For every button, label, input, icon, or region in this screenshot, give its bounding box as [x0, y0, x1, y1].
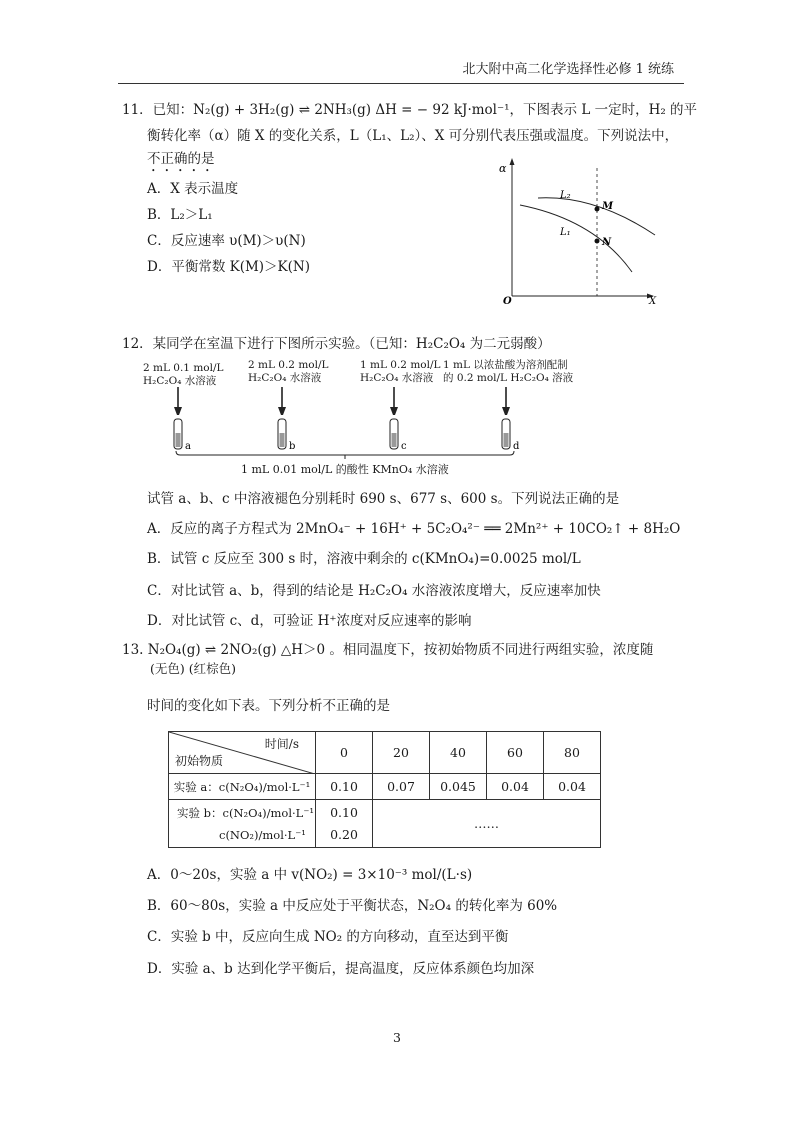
tube-b-reagent-line1: 2 mL 0.2 mol/L	[248, 359, 329, 371]
time-header: 80	[544, 732, 601, 774]
y-axis-label: α	[499, 162, 507, 175]
q11-line1: 11．已知：N₂(g) + 3H₂(g) ⇌ 2NH₃(g) ΔH = − 92 kJ·mol⁻¹，下图表示 L 一定时，H₂ 的平	[122, 102, 698, 118]
tube-c-label: c	[401, 441, 407, 452]
label-l2: L₂	[560, 190, 571, 201]
row-b-value2: 0.20	[330, 826, 358, 842]
row-a-label: 实验 a：c(N₂O₄)/mol·L⁻¹	[169, 774, 316, 800]
tube-c-reagent-line1: 1 mL 0.2 mol/L	[360, 359, 441, 371]
tube-c-reagent	[360, 359, 440, 385]
q13-option-d: D．实验 a、b 达到化学平衡后，提高温度，反应体系颜色均加深	[147, 961, 535, 977]
label-n: N	[602, 237, 612, 248]
tube-d-reagent-line1: 1 mL 以浓盐酸为溶剂配制	[443, 359, 568, 371]
corner-bottom: 初始物质	[175, 754, 224, 768]
row-a-value: 0.04	[544, 774, 601, 800]
origin-label: O	[503, 296, 512, 307]
time-header: 40	[430, 732, 487, 774]
row-a-value: 0.04	[487, 774, 544, 800]
tube-b-icon	[278, 387, 286, 449]
tube-d-icon	[502, 387, 510, 449]
tube-a-reagent-line2: H₂C₂O₄ 水溶液	[143, 375, 217, 387]
q11-line3	[147, 150, 215, 175]
q13-table	[168, 731, 601, 848]
q13-option-a: A．0～20s，实验 a 中 v(NO₂) = 3×10⁻³ mol/(L·s)	[147, 867, 473, 883]
q13-line1: 13. N₂O₄(g) ⇌ 2NO₂(g) △H＞0 。相同温度下，按初始物质不同进行两组实验，浓度随	[122, 642, 654, 658]
point-n	[595, 239, 600, 244]
page-number: 3	[393, 1030, 401, 1045]
row-b-values	[316, 800, 373, 848]
label-m: M	[602, 201, 614, 212]
tube-b-reagent	[248, 359, 328, 385]
x-axis-label: X	[649, 296, 657, 307]
tube-a-label: a	[185, 441, 191, 452]
y-axis-arrow-icon	[510, 158, 515, 165]
q11-option-a: A．X 表示温度	[147, 181, 239, 197]
tube-d-reagent	[443, 359, 573, 385]
q13-option-c: C．实验 b 中，反应向生成 NO₂ 的方向移动，直至达到平衡	[147, 929, 509, 945]
q13-colors: (无色) (红棕色)	[150, 661, 236, 676]
common-brace	[176, 451, 514, 455]
time-header: 20	[373, 732, 430, 774]
q13-option-b: B．60～80s，实验 a 中反应处于平衡状态，N₂O₄ 的转化率为 60%	[147, 898, 558, 914]
q11-option-b: B．L₂＞L₁	[147, 207, 213, 223]
tube-c-reagent-line2: H₂C₂O₄ 水溶液	[360, 372, 434, 384]
row-b-label1: 实验 b：c(N₂O₄)/mol·L⁻¹	[177, 805, 314, 820]
header-rule	[118, 83, 684, 84]
curve-l2	[538, 198, 655, 235]
row-a-value: 0.045	[430, 774, 487, 800]
time-header: 0	[316, 732, 373, 774]
time-header: 60	[487, 732, 544, 774]
row-a-value: 0.07	[373, 774, 430, 800]
row-a-value: 0.10	[316, 774, 373, 800]
point-m	[595, 207, 600, 212]
row-b-value1: 0.10	[330, 804, 358, 820]
curve-l1	[520, 205, 632, 272]
q11-option-d: D．平衡常数 K(M)＞K(N)	[147, 259, 310, 275]
tube-b-label: b	[289, 441, 296, 452]
q12-option-c: C．对比试管 a、b，得到的结论是 H₂C₂O₄ 水溶液浓度增大，反应速率加快	[147, 583, 601, 599]
tube-b-reagent-line2: H₂C₂O₄ 水溶液	[248, 372, 322, 384]
q11-emphasis: 不正确的是	[147, 151, 215, 167]
row-b-rest: ……	[373, 800, 601, 848]
q13-line2	[147, 697, 390, 715]
tube-d-label: d	[513, 441, 520, 452]
q11-line2: 衡转化率（α）随 X 的变化关系，L（L₁、L₂）、X 可分别代表压强或温度。下列说法中，	[147, 128, 679, 144]
tube-a-reagent-line1: 2 mL 0.1 mol/L	[143, 362, 224, 374]
tube-c-icon	[390, 387, 398, 449]
table-corner	[169, 732, 316, 774]
corner-top: 时间/s	[264, 737, 299, 751]
q13-line2-text: 时间的变化如下表。下列分析不正确的是	[147, 698, 390, 714]
q12-option-d: D．对比试管 c、d，可验证 H⁺浓度对反应速率的影响	[147, 613, 472, 629]
q12-times: 试管 a、b、c 中溶液褪色分别耗时 690 s、677 s、600 s。下列说法正确的是	[147, 491, 620, 507]
q12-option-b: B．试管 c 反应至 300 s 时，溶液中剩余的 c(KMnO₄)=0.0025 mol/L	[147, 551, 581, 567]
q12-stem: 12．某同学在室温下进行下图所示实验。（已知：H₂C₂O₄ 为二元弱酸）	[122, 336, 551, 352]
q11-graph	[490, 150, 670, 310]
tube-a-icon	[174, 387, 182, 449]
row-b-label2: c(NO₂)/mol·L⁻¹	[219, 827, 306, 842]
common-reagent: 1 mL 0.01 mol/L 的酸性 KMnO₄ 水溶液	[241, 463, 449, 476]
tube-d-reagent-line2: 的 0.2 mol/L H₂C₂O₄ 溶液	[443, 372, 574, 384]
q11-option-c: C．反应速率 υ(M)＞υ(N)	[147, 233, 306, 249]
q12-apparatus	[150, 385, 530, 460]
q12-option-a: A．反应的离子方程式为 2MnO₄⁻ + 16H⁺ + 5C₂O₄²⁻ ══ 2Mn²⁺ + 10CO₂↑ + 8H₂O	[147, 521, 681, 537]
row-b-labels	[169, 800, 316, 848]
label-l1: L₁	[560, 227, 571, 238]
page-header: 北大附中高二化学选择性必修 1 统练	[462, 62, 674, 77]
